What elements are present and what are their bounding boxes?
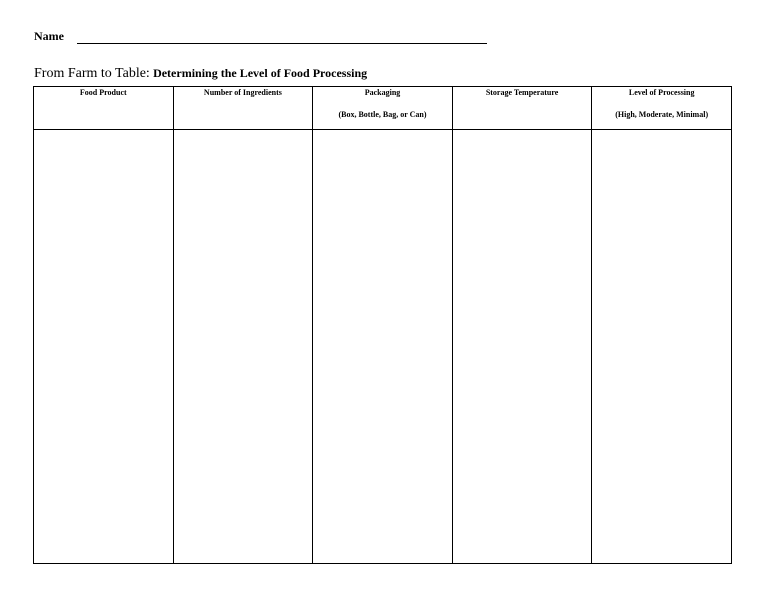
- header-sublabel: (High, Moderate, Minimal): [615, 110, 709, 119]
- column-food-product: [34, 87, 173, 563]
- cell-food-product[interactable]: [34, 130, 173, 563]
- header-label: Packaging: [364, 88, 401, 97]
- name-label: Name: [34, 29, 64, 43]
- header-label: Number of Ingredients: [203, 88, 282, 97]
- cell-number-of-ingredients[interactable]: [174, 130, 313, 563]
- column-number-of-ingredients: [173, 87, 313, 563]
- cell-level-of-processing[interactable]: [592, 130, 731, 563]
- header-label: Storage Temperature: [485, 88, 559, 97]
- column-storage-temperature: [452, 87, 592, 563]
- header-food-product: [34, 87, 173, 130]
- header-sublabel: (Box, Bottle, Bag, or Can): [338, 110, 427, 119]
- worksheet-table: [33, 86, 732, 564]
- column-packaging: [312, 87, 452, 563]
- title-part-1: From Farm to Table:: [34, 66, 150, 81]
- header-label: Level of Processing: [628, 88, 695, 97]
- title-part-2: Determining the Level of Food Processing: [153, 66, 368, 80]
- name-row: [34, 28, 464, 48]
- header-number-of-ingredients: [174, 87, 313, 130]
- name-entry-line[interactable]: [77, 43, 487, 44]
- column-level-of-processing: [591, 87, 731, 563]
- cell-packaging[interactable]: [313, 130, 452, 563]
- header-packaging: [313, 87, 452, 130]
- header-label: Food Product: [79, 88, 127, 97]
- header-level-of-processing: [592, 87, 731, 130]
- worksheet-title: [34, 65, 367, 82]
- header-storage-temperature: [453, 87, 592, 130]
- cell-storage-temperature[interactable]: [453, 130, 592, 563]
